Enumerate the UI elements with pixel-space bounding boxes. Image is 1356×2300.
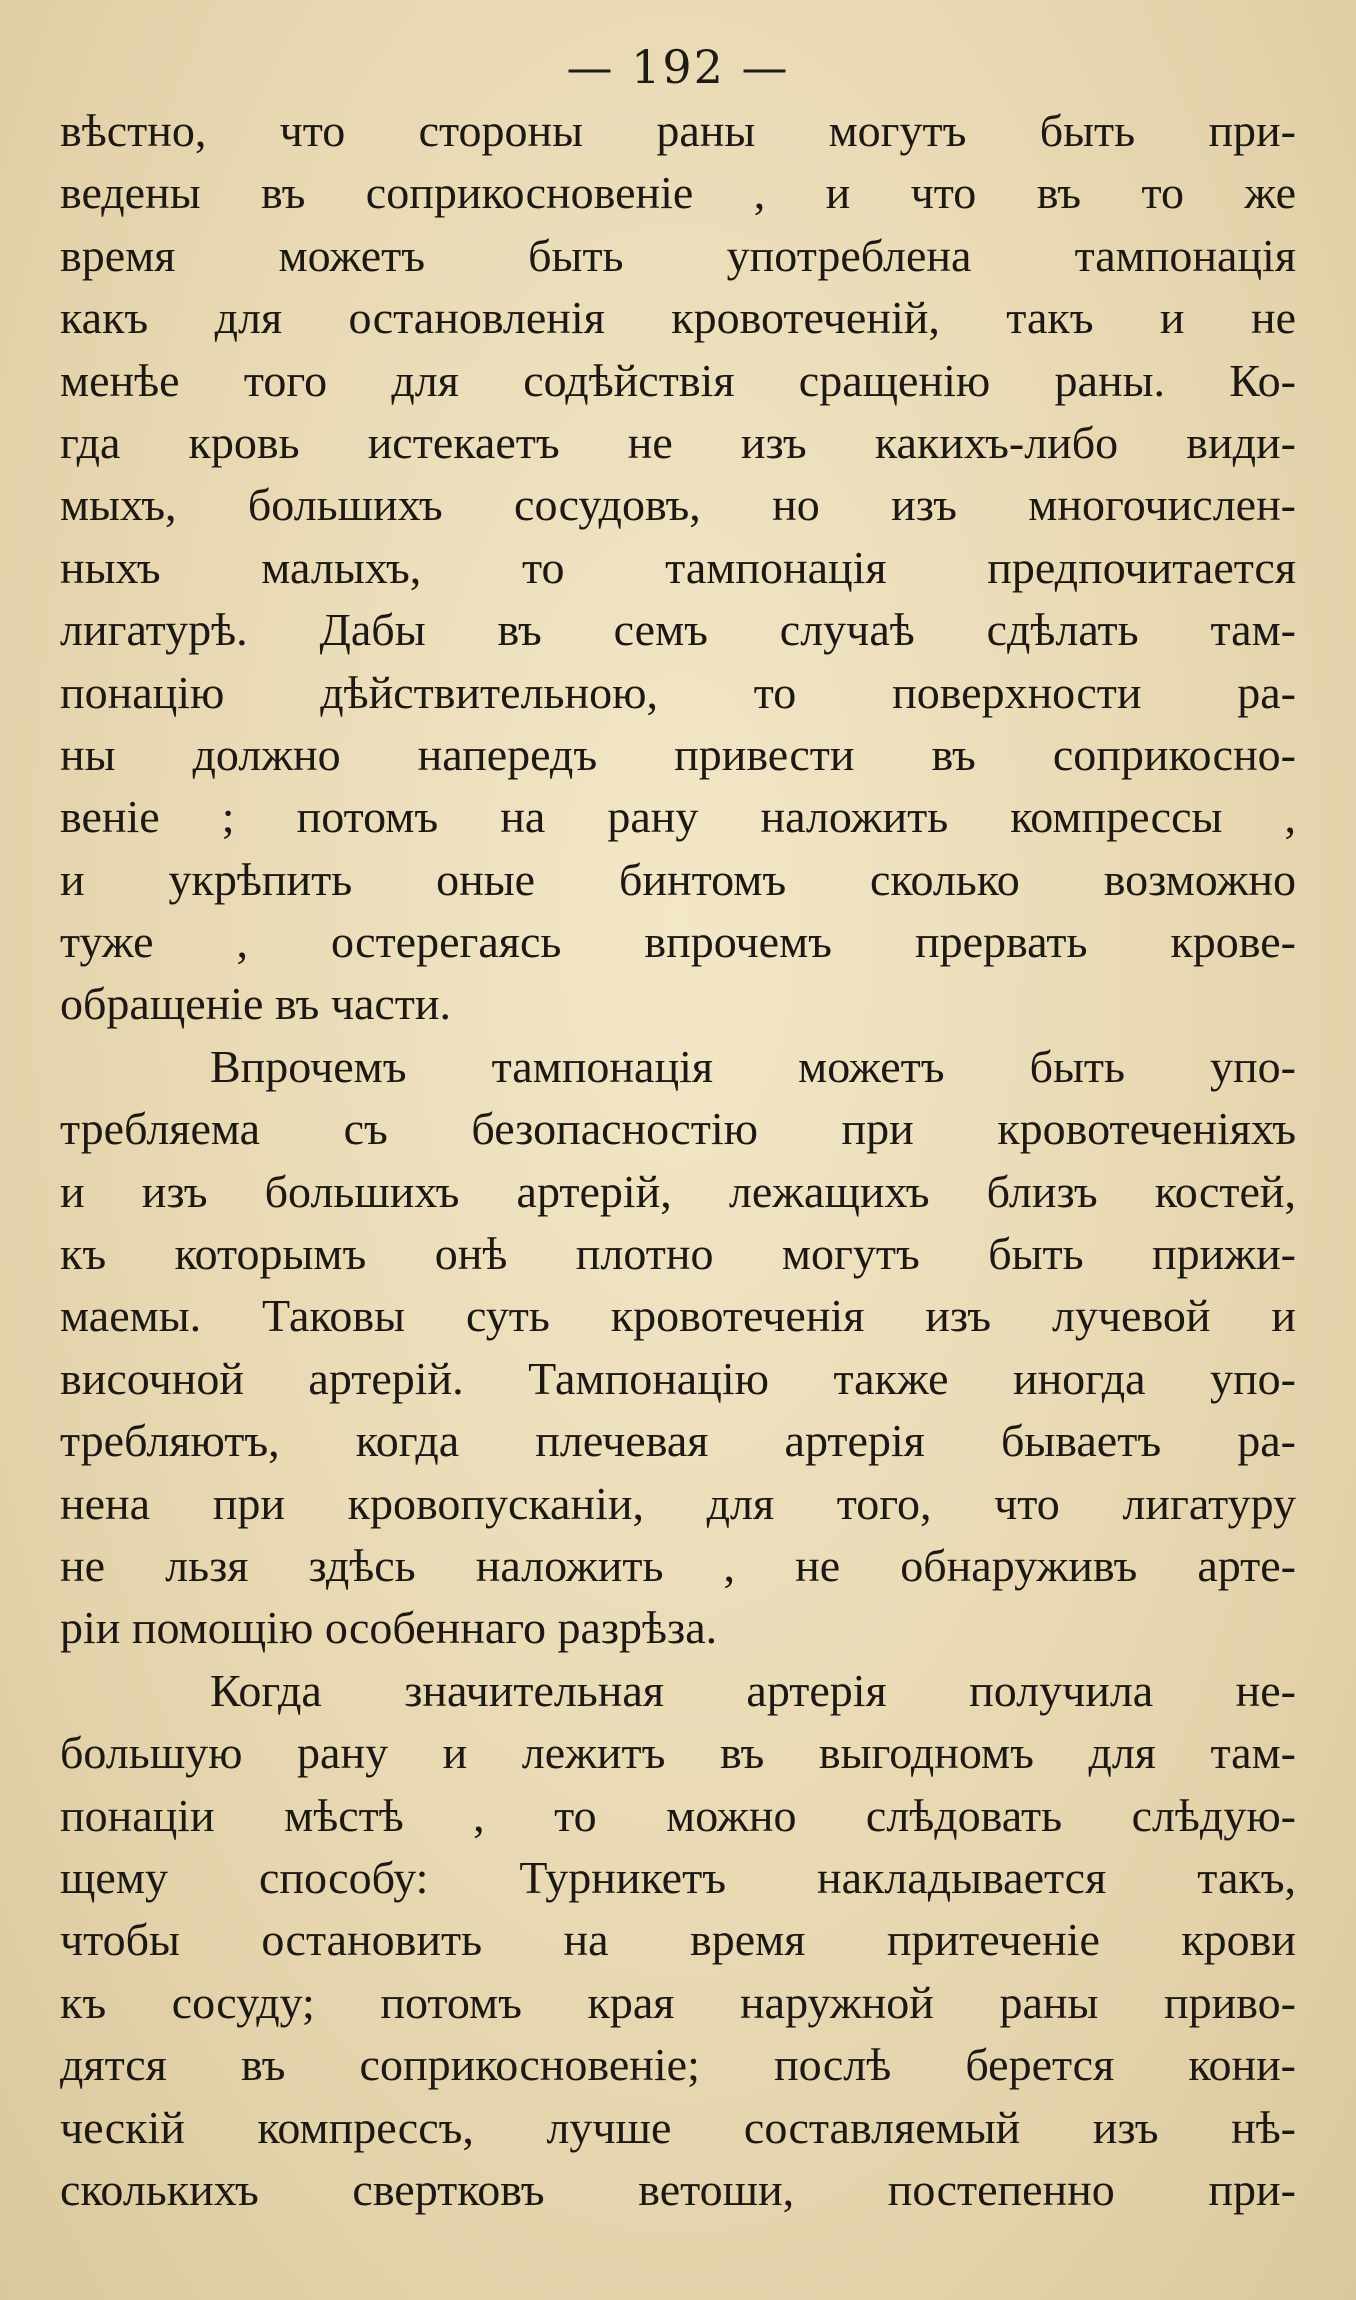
text-line: вѣстно, что стороны раны могутъ быть при- <box>60 105 1296 156</box>
text-line: требляютъ, когда плечевая артерiя бываетъ ра- <box>60 1415 1296 1467</box>
text-line: большую рану и лежитъ въ выгодномъ для там- <box>60 1727 1296 1779</box>
page-text <box>60 100 1296 2221</box>
text-line: требляема съ безопасностiю при кровотеченiяхъ <box>60 1103 1296 1155</box>
text-line: обращенiе въ части. <box>60 978 452 1030</box>
text-line: рiи помощiю особеннаго разрѣза. <box>60 1602 718 1654</box>
text-line: какъ для остановленiя кровотеченiй, такъ и не <box>60 292 1296 344</box>
text-line: дятся въ соприкосновенiе; послѣ берется кони- <box>60 2039 1296 2091</box>
text-line: сколькихъ свертковъ ветоши, постепенно при- <box>60 2163 1296 2215</box>
paragraph-2 <box>60 1036 1296 1660</box>
text-line: и укрѣпить оные бинтомъ сколько возможно <box>60 853 1296 905</box>
text-line: ческiй компрессъ, лучше составляемый изъ нѣ- <box>60 2101 1296 2153</box>
text-line: къ сосуду; потомъ края наружной раны приво- <box>60 1976 1296 2028</box>
text-line: гда кровь истекаетъ не изъ какихъ-либо види- <box>60 416 1296 468</box>
text-line: мыхъ, большихъ сосудовъ, но изъ многочислен- <box>60 479 1296 531</box>
text-line: височной артерiй. Тампонацiю также иногда упо- <box>60 1352 1296 1404</box>
text-line: венiе ; потомъ на рану наложить компрессы , <box>60 791 1296 843</box>
text-line: понацiи мѣстѣ , то можно слѣдовать слѣдую- <box>60 1789 1296 1841</box>
text-line: Впрочемъ тампонацiя можетъ быть упо- <box>210 1040 1296 1092</box>
text-line: нена при кровопусканiи, для того, что лигатуру <box>60 1477 1296 1529</box>
text-line: и изъ большихъ артерiй, лежащихъ близъ костей, <box>60 1165 1296 1217</box>
text-line: понацiю дѣйствительною, то поверхности ра- <box>60 666 1296 718</box>
page-number: — 192 — <box>566 40 790 94</box>
text-line: время можетъ быть употреблена тампонацiя <box>60 229 1296 281</box>
text-line: менѣе того для содѣйствiя сращенiю раны. Ко- <box>60 354 1296 406</box>
text-line: лигатурѣ. Дабы въ семъ случаѣ сдѣлать там- <box>60 604 1296 656</box>
paragraph-1 <box>60 100 1296 1036</box>
text-line: туже , остерегаясь впрочемъ прервать крове- <box>60 916 1296 968</box>
text-line: къ которымъ онѣ плотно могутъ быть прижи- <box>60 1228 1296 1280</box>
text-line: ны должно напередъ привести въ соприкосно- <box>60 728 1296 780</box>
text-line: щему способу: Турникетъ накладывается такъ, <box>60 1851 1296 1903</box>
text-line: ведены въ соприкосновенiе , и что въ то же <box>60 167 1296 219</box>
text-line: не льзя здѣсь наложить , не обнаруживъ арте- <box>60 1539 1296 1591</box>
paragraph-3 <box>60 1660 1296 2222</box>
text-line: ныхъ малыхъ, то тампонацiя предпочитается <box>60 541 1296 593</box>
text-line: маемы. Таковы суть кровотеченiя изъ лучевой и <box>60 1290 1296 1342</box>
text-line: чтобы остановить на время притеченiе крови <box>60 1914 1296 1966</box>
text-line: Когда значительная артерiя получила не- <box>210 1664 1296 1716</box>
